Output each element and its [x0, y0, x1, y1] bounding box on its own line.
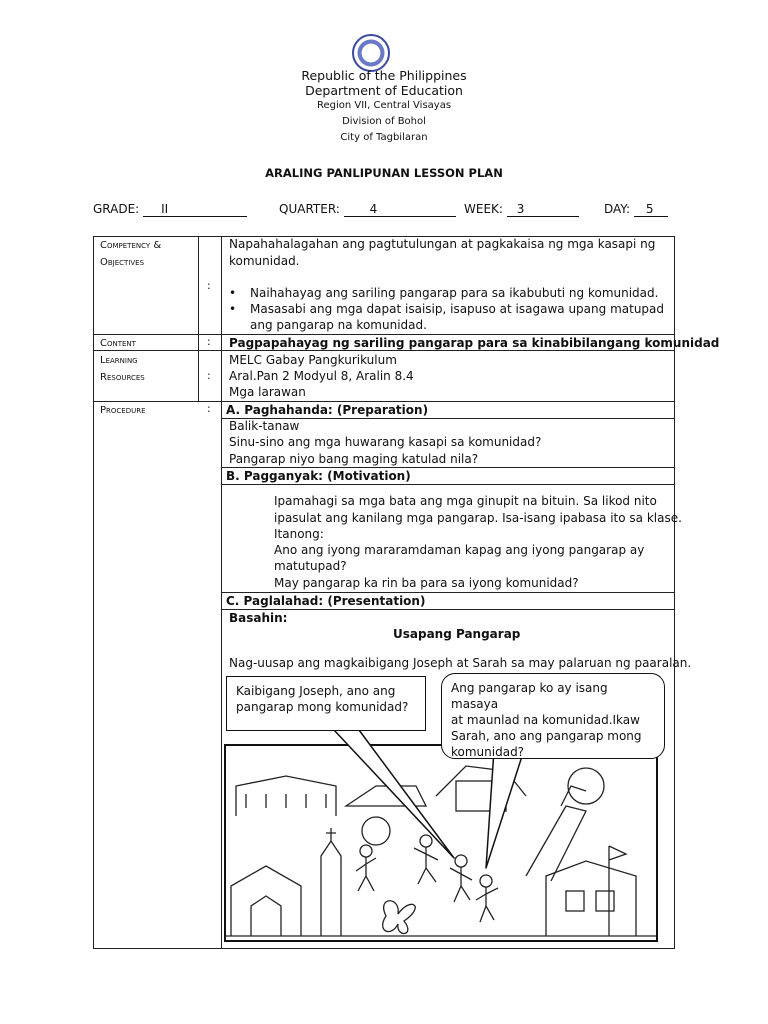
week-value: 3: [507, 202, 579, 217]
story-title: Usapang Pangarap: [393, 627, 521, 641]
day-field: [604, 202, 668, 217]
section-b-line2: ipasulat ang kanilang mga pangarap. Isa-isang ipabasa ito sa klase.: [274, 511, 682, 525]
resource-2: Aral.Pan 2 Modyul 8, Aralin 8.4: [229, 369, 414, 383]
section-b-line4: Ano ang iyong mararamdaman kapag ang iyong pangarap ay: [274, 543, 645, 557]
header-department: Department of Education: [305, 83, 463, 98]
objective-2b: ang pangarap na komunidad.: [250, 318, 427, 332]
grade-field: [93, 202, 247, 217]
week-field: [464, 202, 579, 217]
section-a-heading: A. Paghahanda: (Preparation): [226, 403, 429, 417]
objective-1: Naihahayag ang sariling pangarap para sa ikabubuti ng komunidad.: [250, 286, 659, 300]
quarter-field: [279, 202, 456, 217]
page-title: ARALING PANLIPUNAN LESSON PLAN: [265, 166, 503, 180]
colon: :: [207, 335, 211, 348]
table-divider: [198, 236, 199, 401]
section-b-heading: B. Pagganyak: (Motivation): [226, 469, 411, 483]
section-a-line1: Balik-tanaw: [229, 419, 300, 433]
resource-1: MELC Gabay Pangkurikulum: [229, 353, 397, 367]
day-label: DAY:: [604, 202, 631, 216]
colon: :: [207, 279, 211, 292]
week-label: WEEK:: [464, 202, 503, 216]
section-b-line1: Ipamahagi sa mga bata ang mga ginupit na bituin. Sa likod nito: [274, 494, 657, 508]
header-city: City of Tagbilaran: [340, 132, 428, 143]
competency-label: Competency & Objectives: [100, 240, 162, 268]
story-intro: Nag-uusap ang magkaibigang Joseph at Sarah sa may palaruan ng paaralan.: [229, 656, 692, 670]
day-value: 5: [634, 202, 668, 217]
section-c-heading: C. Paglalahad: (Presentation): [226, 594, 426, 608]
colon: :: [207, 369, 211, 382]
resources-label: Learning Resources: [100, 355, 145, 383]
content-text: Pagpapahayag ng sariling pangarap para sa kinabibilangang komunidad: [229, 336, 720, 350]
section-b-line3: Itanong:: [274, 527, 324, 541]
header-division: Division of Bohol: [342, 116, 426, 127]
speech-bubble-joseph: Ang pangarap ko ay isang masaya at maunlad na komunidad.Ikaw Sarah, ano ang pangarap mong komunidad?: [441, 673, 665, 759]
speech-bubble-sarah: Kaibigang Joseph, ano ang pangarap mong komunidad?: [226, 676, 426, 731]
section-c-basahin: Basahin:: [229, 611, 288, 625]
table-divider: [221, 484, 675, 485]
header-republic: Republic of the Philippines: [301, 68, 467, 83]
bullet-icon: •: [229, 286, 237, 300]
colon: :: [207, 402, 211, 415]
section-a-line2: Sinu-sino ang mga huwarang kasapi sa komunidad?: [229, 435, 542, 449]
competency-text-1: Napahahalagahan ang pagtutulungan at pagkakaisa ng mga kasapi ng: [229, 237, 656, 251]
quarter-value: 4: [344, 202, 456, 217]
section-b-line6: May pangarap ka rin ba para sa iyong komunidad?: [274, 576, 579, 590]
content-label: Content: [100, 338, 136, 349]
quarter-label: QUARTER:: [279, 202, 340, 216]
competency-text-2: komunidad.: [229, 254, 300, 268]
header-region: Region VII, Central Visayas: [316, 100, 452, 111]
deped-seal-logo: [352, 34, 390, 72]
section-b-line5: matutupad?: [274, 559, 347, 573]
objective-2a: Masasabi ang mga dapat isaisip, isapuso at isagawa upang matupad: [250, 302, 665, 316]
grade-label: GRADE:: [93, 202, 140, 216]
section-a-line3: Pangarap niyo bang maging katulad nila?: [229, 452, 479, 466]
procedure-label: Procedure: [100, 405, 146, 416]
bullet-icon: •: [229, 302, 237, 316]
grade-value: II: [143, 202, 247, 217]
table-divider: [221, 609, 675, 610]
resource-3: Mga larawan: [229, 385, 306, 399]
